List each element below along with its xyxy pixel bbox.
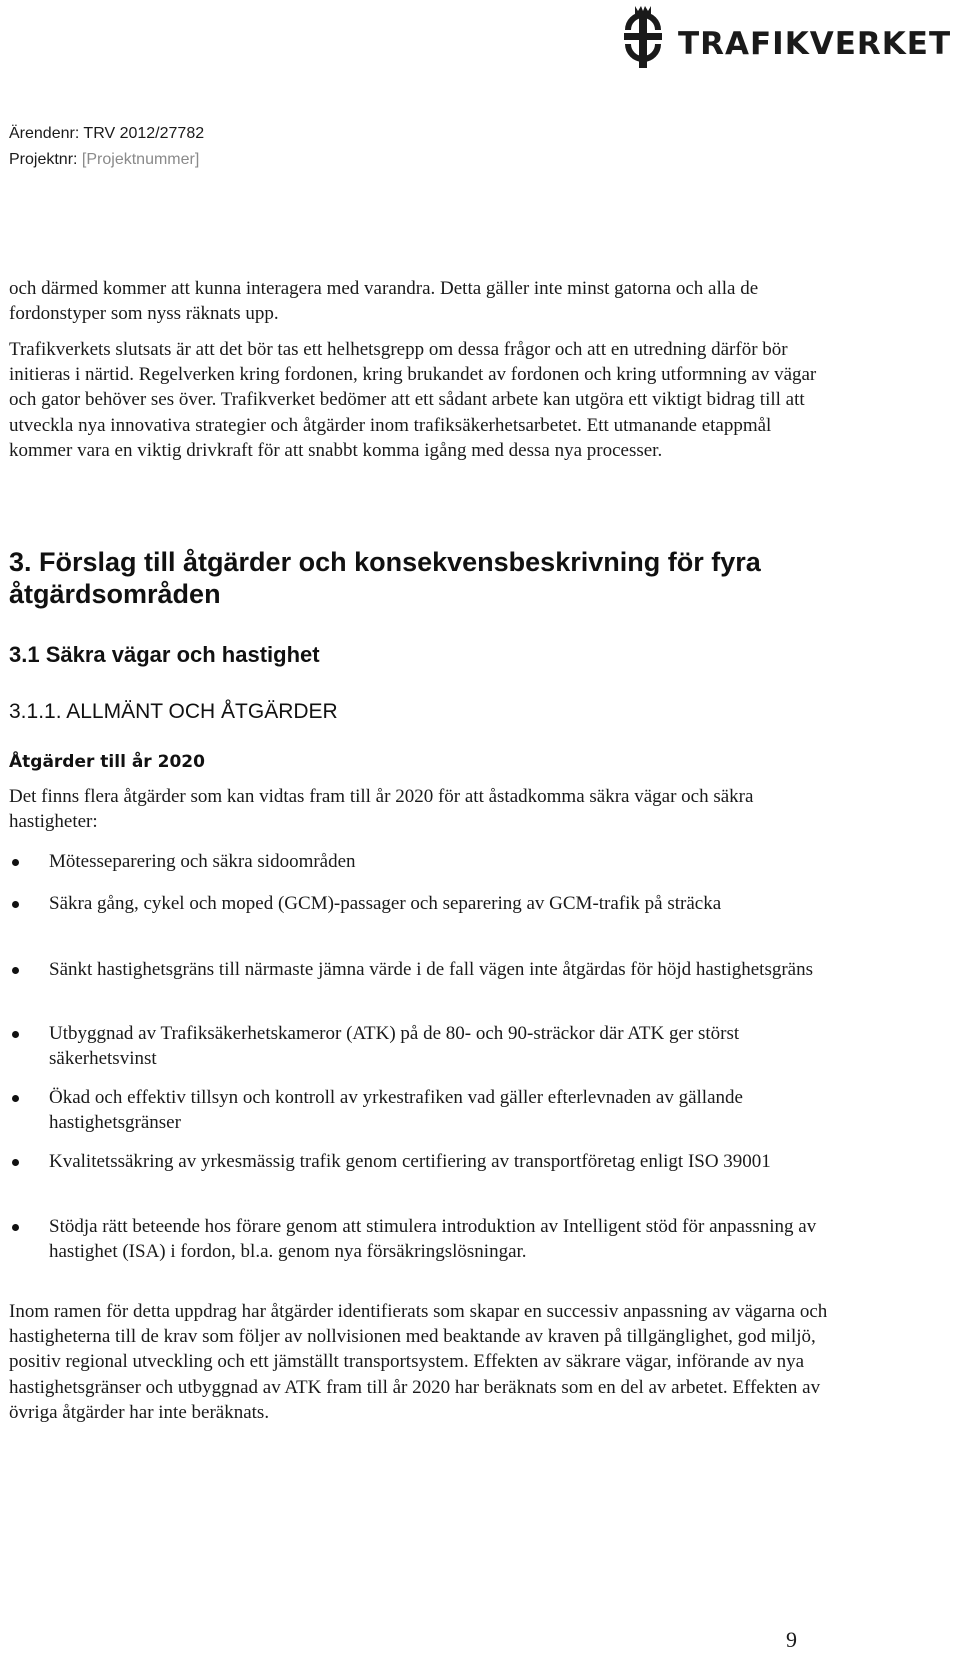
subsection-heading-3-1: 3.1 Säkra vägar och hastighet <box>9 642 320 667</box>
list-item-text: Ökad och effektiv tillsyn och kontroll av yrkestrafiken vad gäller efterlevnaden av gällande hastighetsgränser <box>49 1087 743 1134</box>
list-item-text: Mötesseparering och säkra sidoområden <box>49 851 356 872</box>
list-item-text: Utbyggnad av Trafiksäkerhetskameror (ATK) på de 80- och 90-sträckor där ATK ger störst säkerhetsvinst <box>49 1023 740 1070</box>
case-number <box>9 125 204 143</box>
bullet-icon <box>12 901 19 908</box>
measures-heading: Åtgärder till år 2020 <box>9 752 205 772</box>
bullet-icon <box>12 1224 19 1231</box>
project-number <box>9 151 199 169</box>
crown-cross-emblem-icon <box>620 4 666 70</box>
page-number: 9 <box>786 1627 797 1652</box>
bullet-icon <box>12 1159 19 1166</box>
project-number-placeholder: [Projektnummer] <box>81 151 200 168</box>
paragraph-closing: Inom ramen för detta uppdrag har åtgärder identifierats som skapar en successiv anpassning av vägarna och hastigheterna till de krav som följer av nollvisionen med beaktande av kraven på tillgänglighet, god miljö, positiv regional utveckling och ett jämställt transportsystem. Effekten av säkrare vägar, införande av nya hastighetsgränser och utbyggnad av ATK fram till år 2020 har beräknats som en del av arbetet. Effekten av övriga åtgärder har inte beräknats. <box>9 1301 828 1423</box>
subsection-heading-3-1-1: 3.1.1. ALLMÄNT OCH ÅTGÄRDER <box>9 700 338 723</box>
bullet-icon <box>12 859 19 866</box>
bullet-icon <box>12 1095 19 1102</box>
section-heading-3: 3. Förslag till åtgärder och konsekvensbeskrivning för fyra åtgärdsområden <box>9 547 761 609</box>
list-item-text: Stödja rätt beteende hos förare genom att stimulera introduktion av Intelligent stöd för anpassning av hastighet (ISA) i fordon, bl.a. genom nya försäkringslösningar. <box>49 1216 817 1263</box>
project-number-label: Projektnr: <box>9 151 82 168</box>
trafikverket-logo <box>616 4 956 74</box>
list-item-text: Säkra gång, cykel och moped (GCM)-passager och separering av GCM-trafik på sträcka <box>49 893 722 914</box>
bullet-icon <box>12 1031 19 1038</box>
bullet-icon <box>12 967 19 974</box>
list-item-text: Sänkt hastighetsgräns till närmaste jämna värde i de fall vägen inte åtgärdas för höjd hastighetsgräns <box>49 959 813 980</box>
paragraph-conclusion: Trafikverkets slutsats är att det bör tas ett helhetsgrepp om dessa frågor och att en utredning därför bör initieras i närtid. Regelverken kring fordonen, kring brukandet av fordonen och kring utformning av vägar och gator behöver ses över. Trafikverket bedömer att ett sådant arbete kan utgöra ett viktigt bidrag till att utveckla nya innovativa strategier och åtgärder inom trafiksäkerhetsarbetet. Ett utmanande etappmål kommer vara en viktig drivkraft för att snabbt komma igång med dessa nya processer. <box>9 339 817 461</box>
logo-wordmark: TRAFIKVERKET <box>678 26 952 62</box>
list-item-text: Kvalitetssäkring av yrkesmässig trafik genom certifiering av transportföretag enligt ISO 39001 <box>49 1151 771 1172</box>
case-number-text: Ärendenr: TRV 2012/27782 <box>9 125 205 142</box>
measures-intro: Det finns flera åtgärder som kan vidtas fram till år 2020 för att åstadkomma säkra vägar och säkra hastigheter: <box>9 786 754 833</box>
paragraph-continuation: och därmed kommer att kunna interagera med varandra. Detta gäller inte minst gatorna och alla de fordonstyper som nyss räknats upp. <box>9 278 759 325</box>
